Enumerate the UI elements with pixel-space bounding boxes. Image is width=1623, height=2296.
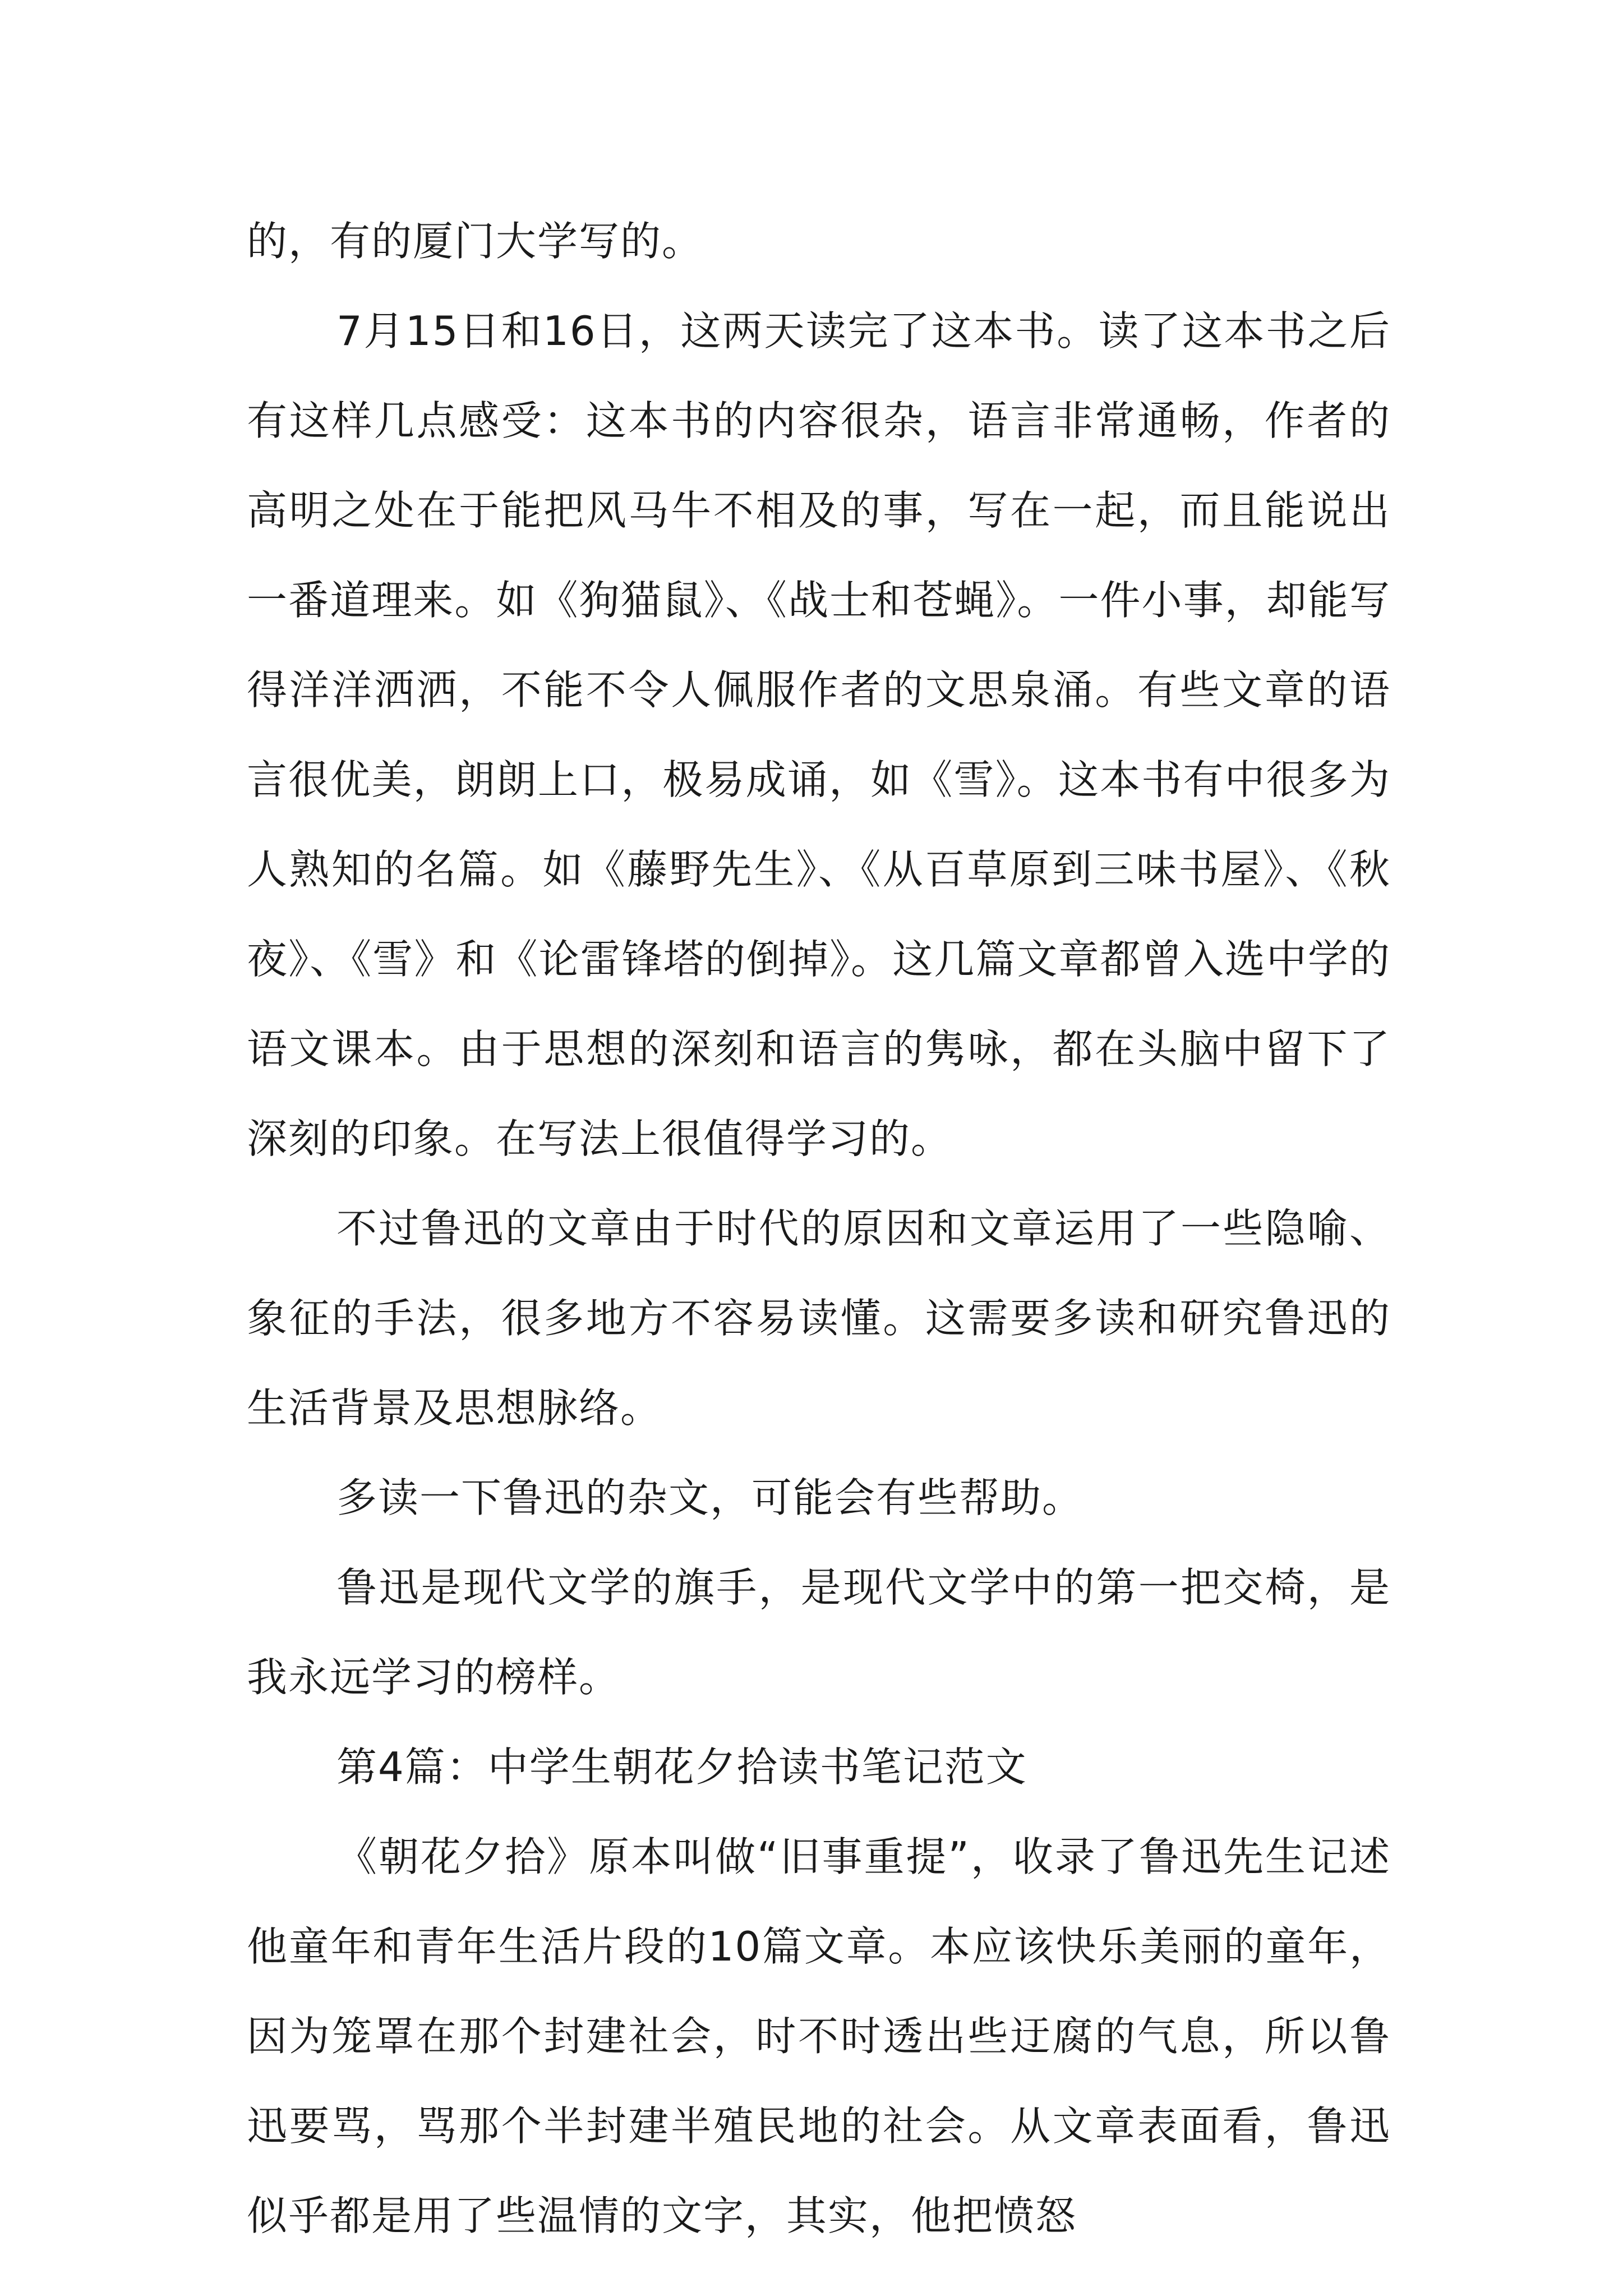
paragraph-reading-impressions: 7月15日和16日，这两天读完了这本书。读了这本书之后有这样几点感受：这本书的内容很杂，语言非常通畅，作者的高明之处在于能把风马牛不相及的事，写在一起，而且能说出一番道理来。如《狗猫鼠》、《战士和苍蝇》。一件小事，却能写得洋洋洒洒，不能不令人佩服作者的文思泉涌。有些文章的语言很优美，朗朗上口，极易成诵，如《雪》。这本书有中很多为人熟知的名篇。如《藤野先生》、《从百草原到三味书屋》、《秋夜》、《雪》和《论雷锋塔的倒掉》。这几篇文章都曾入选中学的语文课本。由于思想的深刻和语言的隽咏，都在头脑中留下了深刻的印象。在写法上很值得学习的。 [247, 307, 1391, 1162]
paragraph-book-intro: 《朝花夕拾》原本叫做“旧事重提”，收录了鲁迅先生记述他童年和青年生活片段的10篇文章。本应该快乐美丽的童年，因为笼罩在那个封建社会，时不时透出些迂腐的气息，所以鲁迅要骂，骂那个半封建半殖民地的社会。从文章表面看，鲁迅似乎都是用了些温情的文字，其实，他把愤怒 [247, 1833, 1391, 2239]
paragraph-suggestion: 多读一下鲁迅的杂文，可能会有些帮助。 [336, 1474, 1084, 1521]
document-body [247, 196, 1391, 2261]
paragraph-difficulty: 不过鲁迅的文章由于时代的原因和文章运用了一些隐喻、象征的手法，很多地方不容易读懂。这需要多读和研究鲁迅的生活背景及思想脉络。 [247, 1205, 1391, 1432]
paragraph-conclusion: 鲁迅是现代文学的旗手，是现代文学中的第一把交椅，是我永远学习的榜样。 [247, 1564, 1391, 1701]
section-heading: 第4篇：中学生朝花夕拾读书笔记范文 [336, 1743, 1027, 1791]
paragraph-continuation: 的，有的厦门大学写的。 [247, 218, 704, 265]
